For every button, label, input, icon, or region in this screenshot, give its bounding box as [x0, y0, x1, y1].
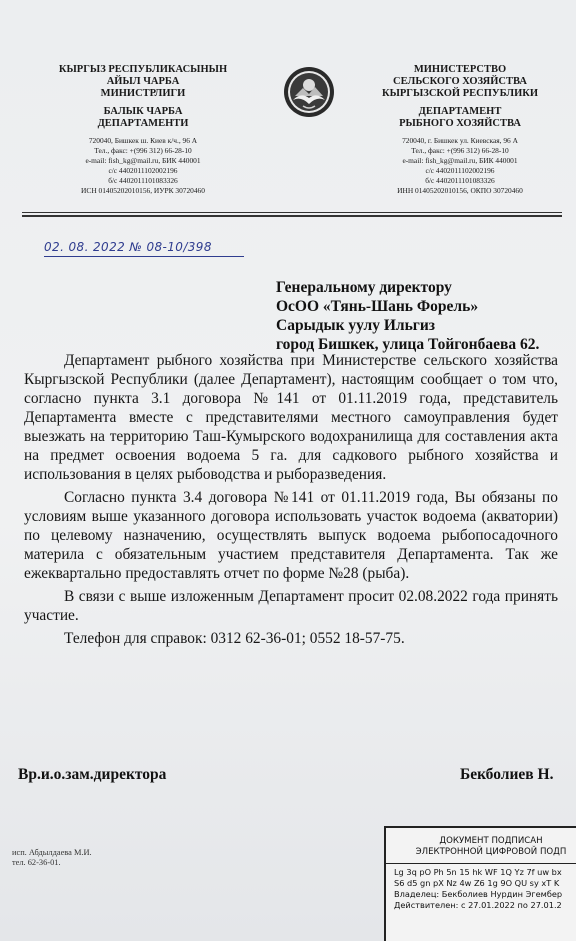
org-name-kyrgyz	[28, 64, 258, 100]
stamp-title-line: ДОКУМЕНТ ПОДПИСАН	[439, 836, 543, 846]
outgoing-number	[44, 240, 212, 254]
dept-line: РЫБНОГО ХОЗЯЙСТВА	[399, 118, 521, 129]
addressee-address: город Бишкек, улица Тойгонбаева 62.	[276, 336, 540, 353]
certificate-owner: Владелец: Бекболиев Нурдин Эгембер	[394, 889, 563, 899]
header-left-kyrgyz	[28, 64, 258, 196]
org-line: МИНИСТРЛИГИ	[100, 88, 186, 99]
certificate-line: S6 d5 gn pX Nz 4w Z6 1g 9O QU sy xT K	[394, 878, 560, 888]
executor-name: исп. Абдылдаева М.И.	[12, 848, 92, 857]
signer-position: Вр.и.о.зам.директора	[18, 766, 167, 783]
org-name-russian	[350, 64, 570, 100]
contact-block-kyrgyz	[28, 136, 258, 196]
tax-id-line: ИНН 01405202010156, ОКПО 30720460	[397, 186, 523, 195]
phone-line: Тел., факс: +(996 312) 66-28-10	[94, 146, 192, 155]
state-emblem-icon	[283, 66, 335, 118]
email-line: e-mail: fish_kg@mail.ru, БИК 440001	[85, 156, 201, 165]
body-paragraph: Департамент рыбного хозяйства при Министерстве сельского хозяйства Кыргызской Республики (далее Департамент), настоящим сообщает о том что, согласно пункта 3.1 договора №141 от 01.11.2019 года, представитель Департамента вместе с представителями местного самоуправления будет выезжать на территорию Таш-Кумырского водохранилища для составления акта на предмет освоения водоема 5 га. для садкового рыбного хозяйства и использования в целях рыбоводства и рыборазведения.	[24, 352, 558, 483]
phone-line: Тел., факс: +(996 312) 66-28-10	[411, 146, 509, 155]
address-line: 720040, Бишкек ш. Киев к/ч., 96 А	[88, 136, 198, 145]
contact-block-russian	[350, 136, 570, 196]
org-line: КЫРГЫЗ РЕСПУБЛИКАСЫНЫН	[58, 64, 228, 75]
outgoing-number-underline	[44, 256, 244, 257]
body-paragraph: В связи с выше изложенным Департамент просит 02.08.2022 года принять участие.	[24, 588, 558, 624]
email-line: e-mail: fish_kg@mail.ru, БИК 440001	[402, 156, 518, 165]
signer-name: Бекболиев Н.	[460, 766, 554, 783]
address-line: 720040, г. Бишкек ул. Киевская, 96 А	[402, 136, 518, 145]
addressee-block	[276, 278, 539, 354]
org-line: АЙЫЛ ЧАРБА	[106, 76, 180, 87]
org-line: КЫРГЫЗСКОЙ РЕСПУБЛИКИ	[381, 88, 539, 99]
phone-reference: Телефон для справок: 0312 62-36-01; 0552 18-57-75.	[64, 630, 405, 647]
addressee-name: Сарыдык уулу Ильгиз	[276, 317, 435, 334]
header-right-russian	[350, 64, 570, 196]
org-line: СЕЛЬСКОГО ХОЗЯЙСТВА	[393, 76, 527, 87]
certificate-validity: Действителен: с 27.01.2022 по 27.01.2	[394, 900, 562, 910]
account-line: с/с 4402011102002196	[425, 166, 495, 175]
dept-name-kyrgyz	[28, 106, 258, 130]
header-divider	[22, 215, 562, 217]
header-divider	[22, 212, 562, 213]
certificate-line: Lg 3q pO Ph 5n 15 hk WF 1Q Yz 7f uw bx	[394, 867, 562, 877]
e-signature-stamp	[384, 826, 576, 941]
account-line: б/с 4402011101083326	[108, 176, 178, 185]
executor-block	[12, 848, 92, 868]
addressee-company: ОсОО «Тянь-Шань Форель»	[276, 298, 479, 315]
dept-line: ДЕПАРТАМЕНТИ	[97, 118, 189, 129]
dept-name-russian	[350, 106, 570, 130]
body-paragraph: Согласно пункта 3.4 договора №141 от 01.11.2019 года, Вы обязаны по условиям выше указанного договора использовать участок водоема (акватории) по целевому назначению, осуществлять выпуск водоема рыбопосадочного материла с обязательным участием представителя Департамента. Так же ежеквартально предоставлять отчет по форме №28 (рыба).	[24, 489, 558, 582]
stamp-divider	[386, 863, 576, 864]
executor-phone: тел. 62-36-01.	[12, 858, 61, 867]
letter-body	[24, 351, 558, 648]
account-line: с/с 4402011102002196	[108, 166, 178, 175]
stamp-title-line: ЭЛЕКТРОННОЙ ЦИФРОВОЙ ПОДП	[415, 847, 567, 857]
account-line: б/с 4402011101083326	[425, 176, 495, 185]
addressee-title: Генеральному директору	[276, 279, 452, 296]
outgoing-number-text: 02. 08. 2022 № 08-10/398	[44, 240, 212, 254]
dept-line: БАЛЫК ЧАРБА	[103, 106, 183, 117]
tax-id-line: ИСН 01405202010156, ИУРК 30720460	[81, 186, 205, 195]
org-line: МИНИСТЕРСТВО	[413, 64, 507, 75]
dept-line: ДЕПАРТАМЕНТ	[418, 106, 502, 117]
stamp-title	[386, 836, 576, 858]
